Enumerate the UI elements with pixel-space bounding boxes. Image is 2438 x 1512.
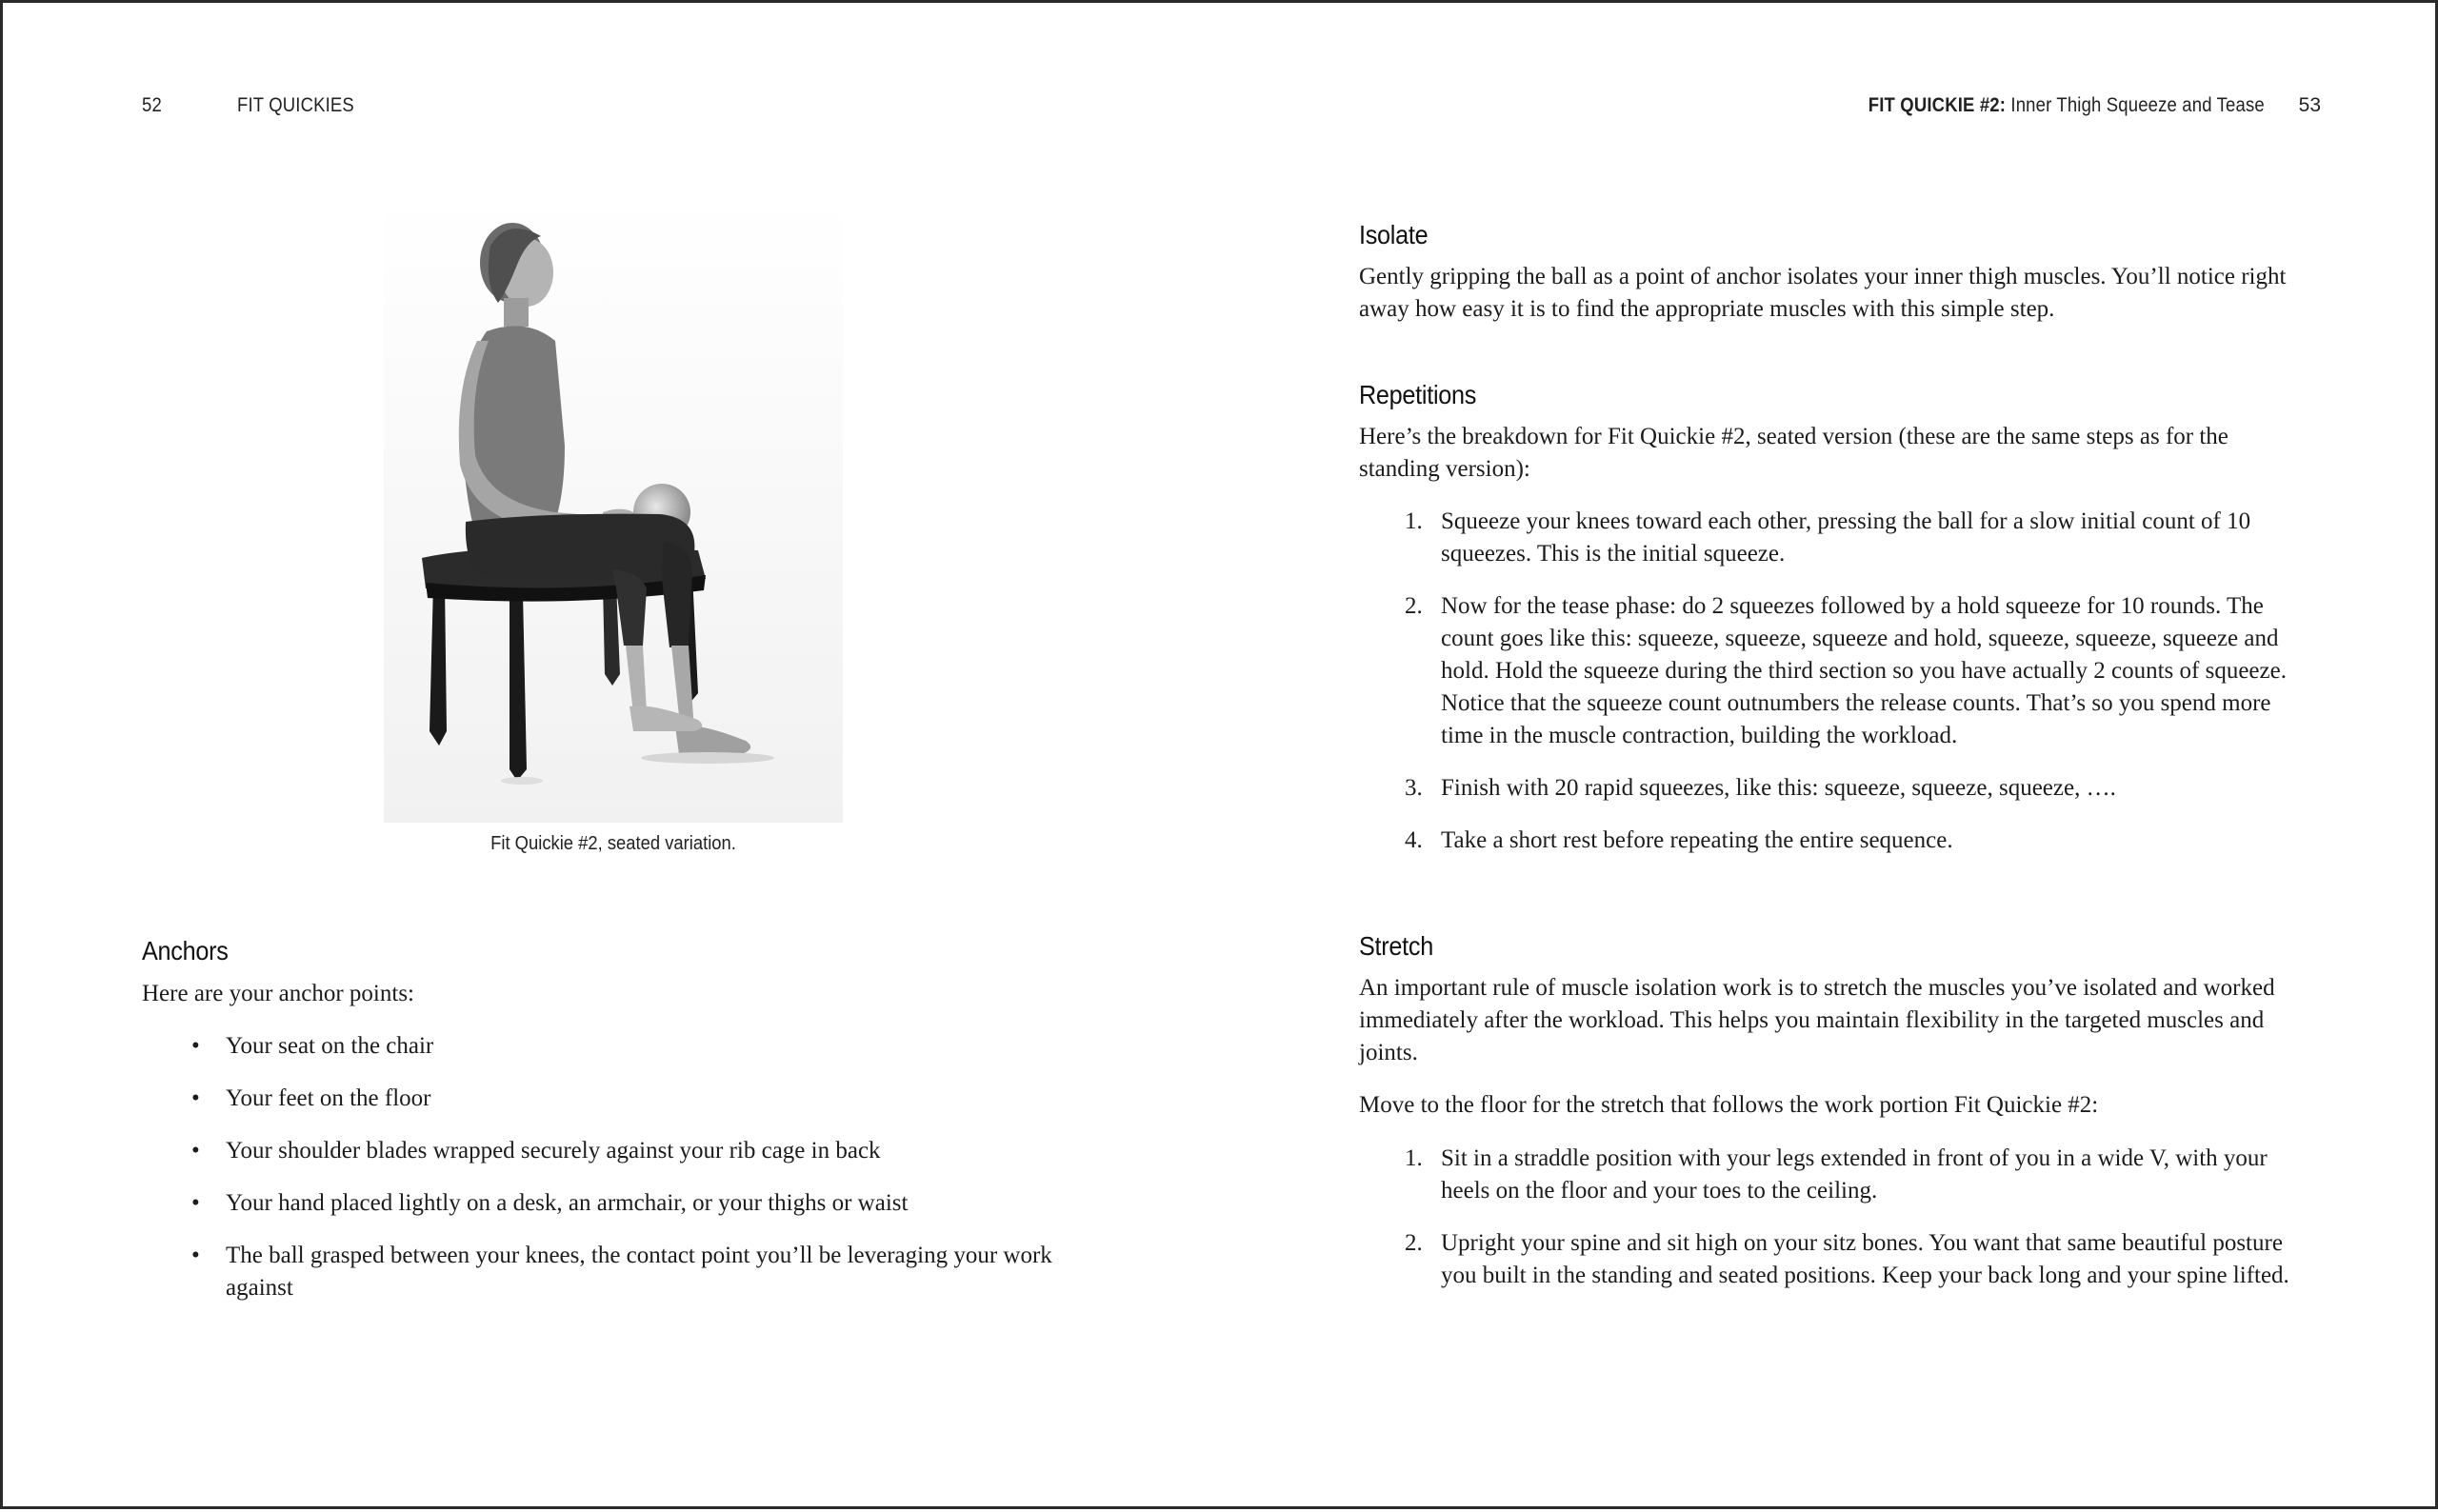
stretch-heading: Stretch: [1359, 931, 1433, 961]
repetitions-steps: [1359, 506, 2311, 877]
repetitions-heading: Repetitions: [1359, 380, 1477, 409]
list-item: • The ball grasped between your knees, the contact point you’ll be leveraging your work against: [191, 1243, 1052, 1301]
anchors-list: [142, 1030, 1075, 1324]
running-head-label: FIT QUICKIE #2:: [1868, 94, 2007, 116]
list-item: • Your feet on the floor: [191, 1085, 431, 1111]
left-page: [3, 3, 1222, 1512]
anchors-heading: Anchors: [142, 936, 229, 965]
running-head-title: Inner Thigh Squeeze and Tease: [2006, 94, 2265, 116]
list-item: 2. Now for the tease phase: do 2 squeezes followed by a hold squeeze for 10 rounds. The count goes like this: squeeze, squeeze, squeeze and hold, squeeze, squeeze, squeeze and hold. Hold the squeeze during the third section so you have actually 2 counts of squeeze. Notice that the squeeze count outnumbers the release counts. That’s so you spend more time in the muscle contraction, building the workload.: [1405, 593, 2287, 748]
stretch-steps: [1359, 1143, 2311, 1312]
figure-caption: Fit Quickie #2, seated variation.: [490, 833, 736, 854]
isolate-heading: Isolate: [1359, 220, 1429, 249]
list-item: 3. Finish with 20 rapid squeezes, like this: squeeze, squeeze, squeeze, ….: [1405, 775, 2116, 801]
repetitions-intro: Here’s the breakdown for Fit Quickie #2, seated version (these are the same steps as for the standing version):: [1359, 424, 2228, 482]
anchors-intro: Here are your anchor points:: [142, 981, 414, 1006]
list-item: 1. Sit in a straddle position with your legs extended in front of you in a wide V, with your heels on the floor and your toes to the ceiling.: [1405, 1145, 2268, 1204]
seated-exercise-photo: [384, 198, 843, 823]
list-item: • Your seat on the chair: [191, 1033, 434, 1059]
page-number-left: 52: [142, 94, 162, 116]
list-item: 2. Upright your spine and sit high on your sitz bones. You want that same beautiful posture you built in the standing and seated positions. Keep your back long and your spine lifted.: [1405, 1230, 2289, 1288]
running-head-right: [1868, 94, 2265, 117]
stretch-body: An important rule of muscle isolation work is to stretch the muscles you’ve isolated and worked immediately after the workload. This helps you maintain flexibility in the targeted muscles and joints.: [1359, 975, 2275, 1065]
stretch-intro: Move to the floor for the stretch that follows the work portion Fit Quickie #2:: [1359, 1092, 2099, 1118]
right-page: [1222, 3, 2438, 1512]
list-item: • Your hand placed lightly on a desk, an armchair, or your thighs or waist: [191, 1190, 909, 1216]
page-number-right: 53: [2298, 94, 2321, 116]
list-item: 4. Take a short rest before repeating the entire sequence.: [1405, 827, 1953, 853]
list-item: • Your shoulder blades wrapped securely against your rib cage in back: [191, 1138, 881, 1164]
running-head-left: FIT QUICKIES: [237, 94, 354, 116]
list-item: 1. Squeeze your knees toward each other, pressing the ball for a slow initial count of 10 squeezes. This is the initial squeeze.: [1405, 508, 2251, 567]
isolate-body: Gently gripping the ball as a point of anchor isolates your inner thigh muscles. You’ll notice right away how easy it is to find the appropriate muscles with this simple step.: [1359, 264, 2287, 322]
